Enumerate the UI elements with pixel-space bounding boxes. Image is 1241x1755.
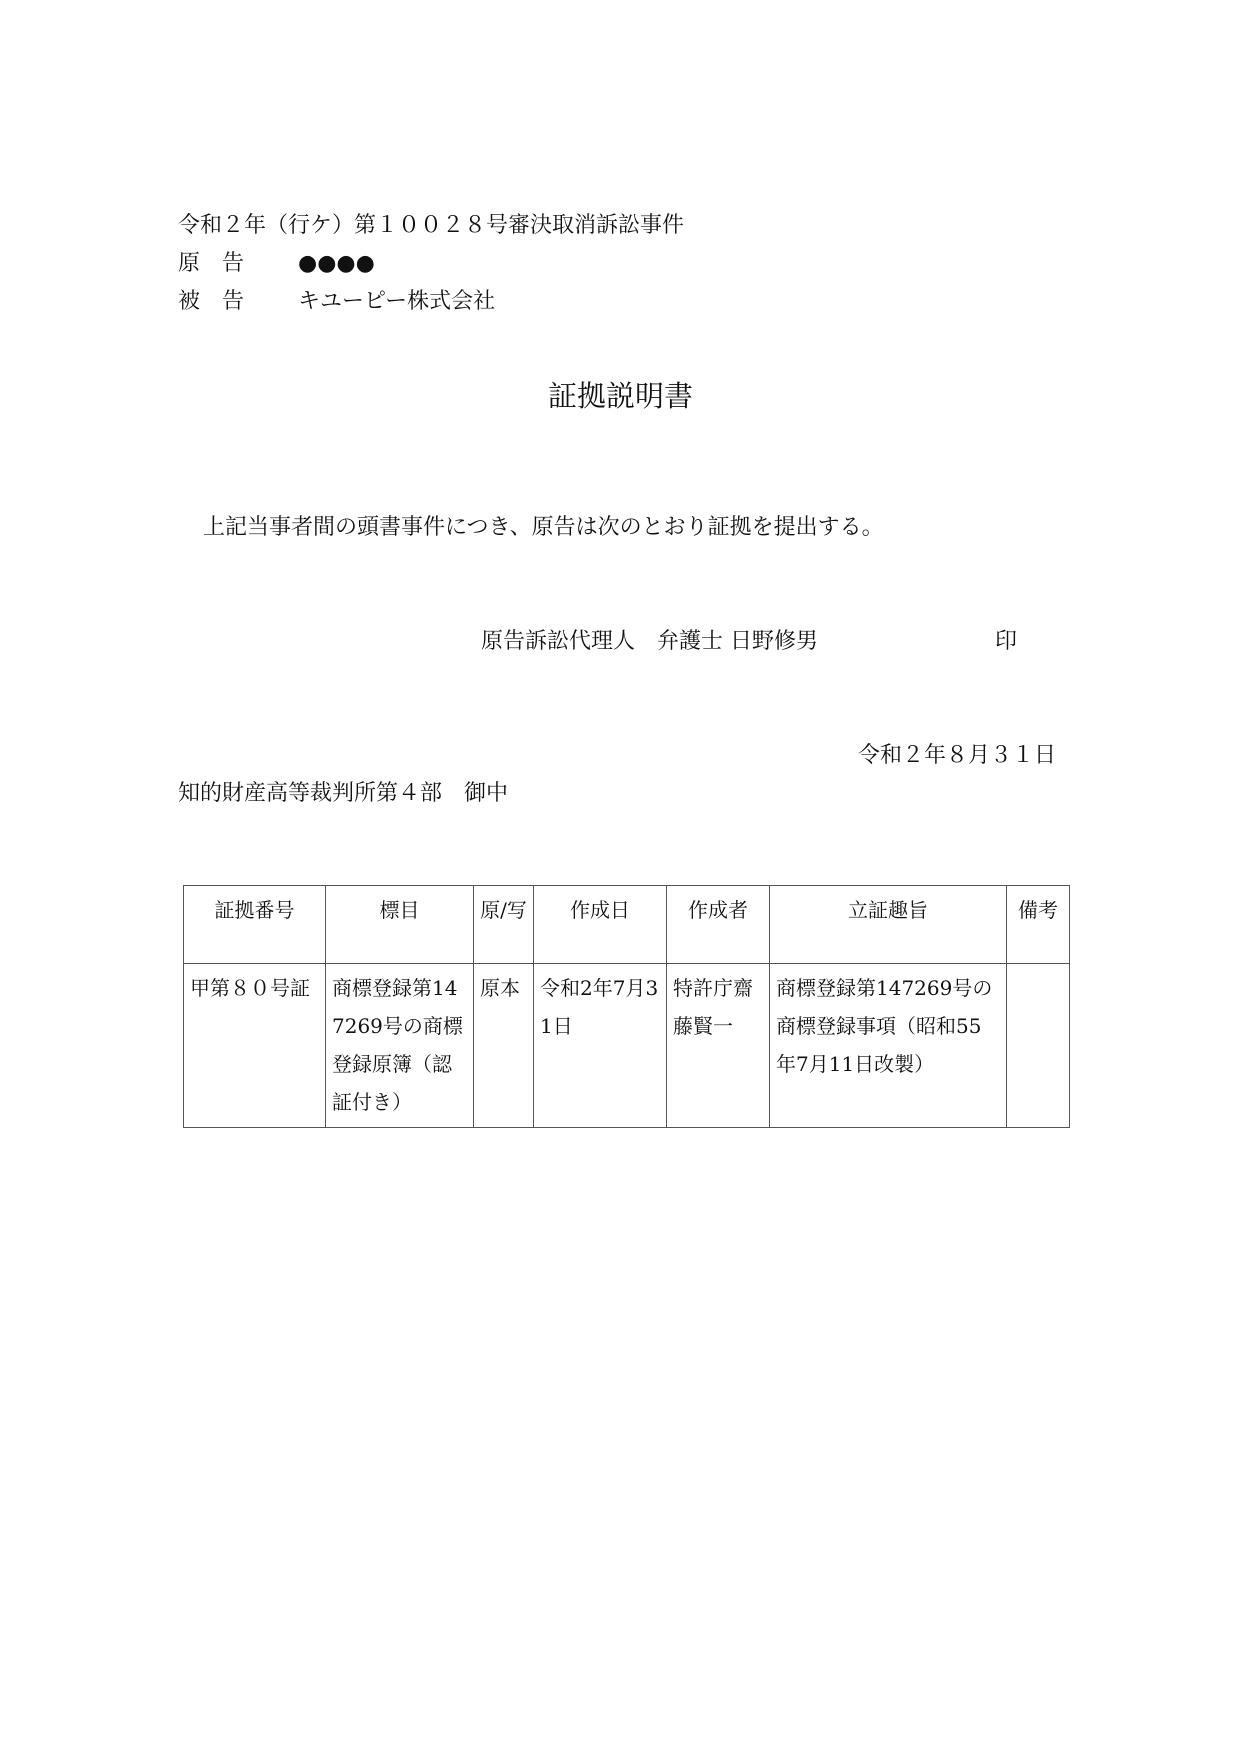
table-header-row	[184, 886, 1070, 964]
cell-author: 特許庁齋藤賢一	[667, 964, 770, 1128]
defendant-label: 被 告	[178, 289, 245, 314]
cell-purpose: 商標登録第147269号の商標登録事項（昭和55年7月11日改製）	[770, 964, 1007, 1128]
case-number: 令和２年（行ケ）第１００２８号審決取消訴訟事件	[178, 213, 685, 238]
header-author: 作成者	[667, 886, 770, 964]
cell-created-date: 令和2年7月31日	[534, 964, 667, 1128]
header-title: 標目	[326, 886, 474, 964]
plaintiff-name: ●●●●	[298, 251, 375, 276]
header-original-copy: 原/写	[474, 886, 534, 964]
evidence-table	[183, 885, 1070, 1128]
plaintiff-label: 原 告	[178, 251, 245, 276]
document-date: 令和２年８月３１日	[857, 743, 1056, 768]
cell-title: 商標登録第147269号の商標登録原簿（認証付き）	[326, 964, 474, 1128]
cell-remarks	[1007, 964, 1070, 1128]
header-created-date: 作成日	[534, 886, 667, 964]
addressee: 知的財産高等裁判所第４部 御中	[178, 781, 509, 806]
cell-original-copy: 原本	[474, 964, 534, 1128]
seal-mark: 印	[995, 629, 1018, 654]
defendant-name: キユーピー株式会社	[298, 289, 496, 314]
header-remarks: 備考	[1007, 886, 1070, 964]
intro-text: 上記当事者間の頭書事件につき、原告は次のとおり証拠を提出する。	[203, 515, 884, 540]
table-row	[184, 964, 1070, 1128]
plaintiff-line	[178, 249, 375, 279]
defendant-line	[178, 287, 495, 317]
document-title: 証拠説明書	[547, 379, 693, 413]
signer: 原告訴訟代理人 弁護士 日野修男	[481, 629, 818, 654]
header-evidence-number: 証拠番号	[184, 886, 326, 964]
header-purpose: 立証趣旨	[770, 886, 1007, 964]
cell-evidence-number: 甲第８０号証	[184, 964, 326, 1128]
